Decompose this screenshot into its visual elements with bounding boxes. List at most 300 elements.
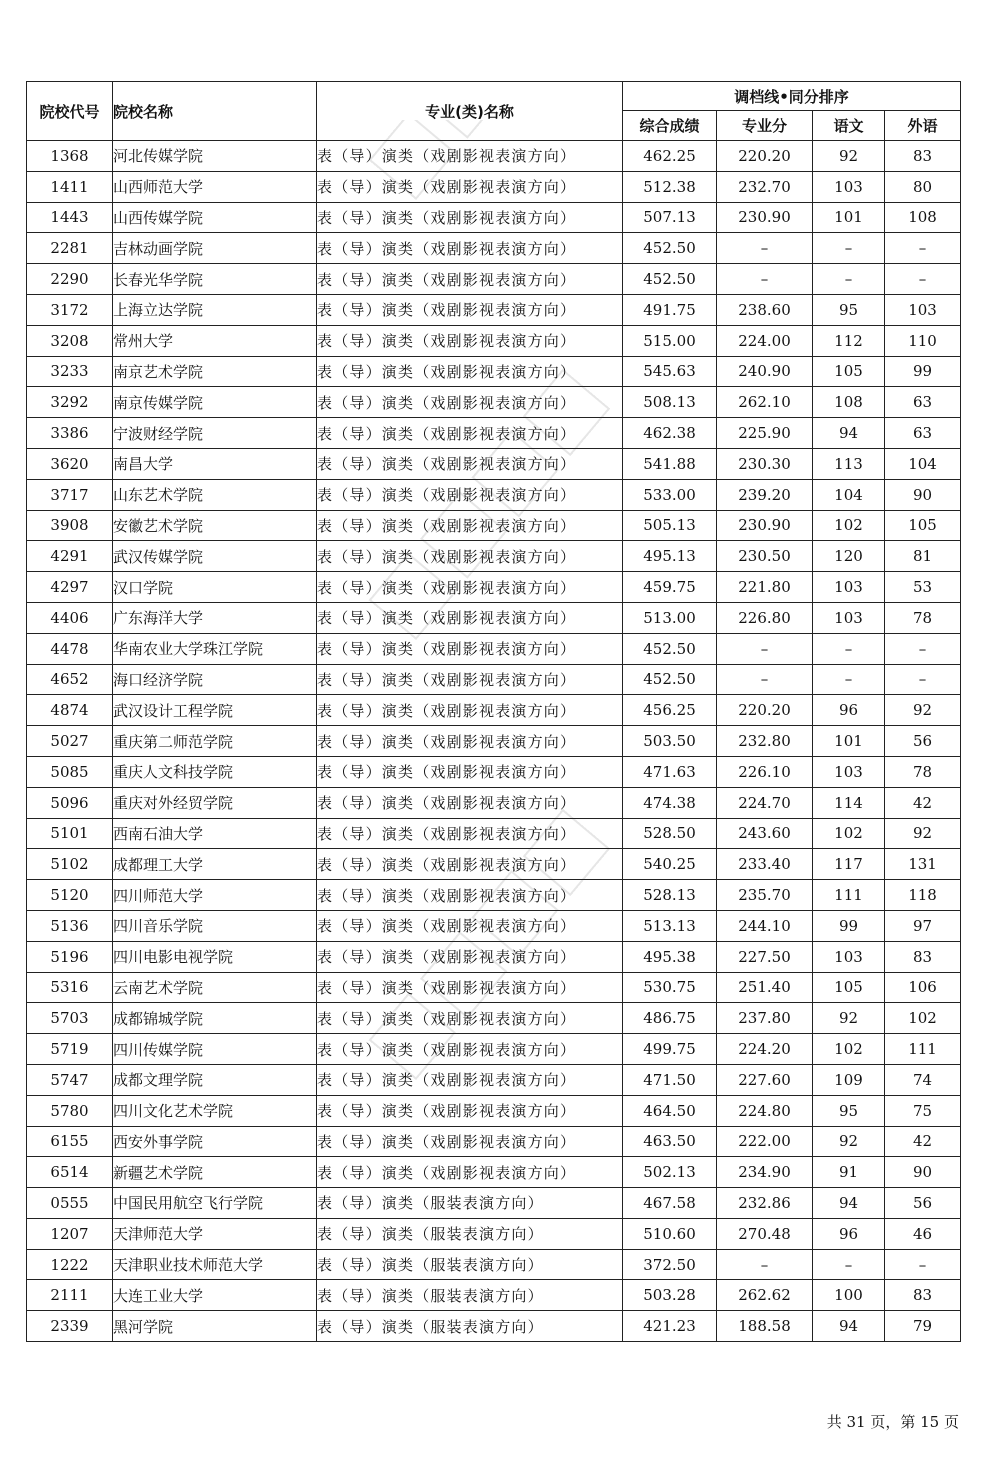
table-row (27, 787, 961, 818)
row-program: 表（导）演类（服装表演方向） (317, 1311, 623, 1342)
row-foreign: 80 (885, 171, 961, 202)
row-foreign: 105 (885, 510, 961, 541)
row-code: 1207 (27, 1218, 113, 1249)
table-row (27, 356, 961, 387)
row-code: 2111 (27, 1280, 113, 1311)
row-foreign: 75 (885, 1095, 961, 1126)
row-composite: 463.50 (623, 1126, 717, 1157)
row-chinese: 109 (813, 1064, 885, 1095)
row-school: 成都理工大学 (113, 849, 317, 880)
row-program: 表（导）演类（戏剧影视表演方向） (317, 264, 623, 295)
row-composite: 499.75 (623, 1034, 717, 1065)
table-row (27, 479, 961, 510)
row-school: 新疆艺术学院 (113, 1157, 317, 1188)
row-chinese: 94 (813, 1188, 885, 1219)
row-chinese: 117 (813, 849, 885, 880)
row-chinese: 103 (813, 572, 885, 603)
row-composite: 513.00 (623, 602, 717, 633)
row-chinese: 99 (813, 910, 885, 941)
row-program: 表（导）演类（服装表演方向） (317, 1188, 623, 1219)
page-number: 共 31 页，第 15 页 (826, 1413, 959, 1431)
row-major-score: – (717, 633, 813, 664)
header-program: 专业(类)名称 (317, 82, 623, 141)
row-major-score: 235.70 (717, 880, 813, 911)
row-composite: 372.50 (623, 1249, 717, 1280)
row-program: 表（导）演类（戏剧影视表演方向） (317, 356, 623, 387)
row-program: 表（导）演类（戏剧影视表演方向） (317, 602, 623, 633)
row-chinese: 120 (813, 541, 885, 572)
row-major-score: 262.62 (717, 1280, 813, 1311)
row-chinese: 103 (813, 171, 885, 202)
table-row (27, 1157, 961, 1188)
row-school: 天津职业技术师范大学 (113, 1249, 317, 1280)
row-major-score: 188.58 (717, 1311, 813, 1342)
table-row (27, 541, 961, 572)
row-foreign: – (885, 664, 961, 695)
table-row (27, 171, 961, 202)
row-code: 4406 (27, 602, 113, 633)
row-chinese: 100 (813, 1280, 885, 1311)
row-major-score: 237.80 (717, 1003, 813, 1034)
row-code: 5096 (27, 787, 113, 818)
row-composite: 507.13 (623, 202, 717, 233)
row-major-score: 239.20 (717, 479, 813, 510)
row-major-score: 222.00 (717, 1126, 813, 1157)
row-composite: 474.38 (623, 787, 717, 818)
row-school: 中国民用航空飞行学院 (113, 1188, 317, 1219)
row-chinese: 113 (813, 448, 885, 479)
table-row (27, 756, 961, 787)
row-code: 4874 (27, 695, 113, 726)
row-school: 广东海洋大学 (113, 602, 317, 633)
row-composite: 459.75 (623, 572, 717, 603)
row-chinese: 112 (813, 325, 885, 356)
row-chinese: – (813, 264, 885, 295)
row-school: 西南石油大学 (113, 818, 317, 849)
row-school: 大连工业大学 (113, 1280, 317, 1311)
row-school: 武汉设计工程学院 (113, 695, 317, 726)
row-program: 表（导）演类（戏剧影视表演方向） (317, 1095, 623, 1126)
row-composite: 528.50 (623, 818, 717, 849)
row-program: 表（导）演类（戏剧影视表演方向） (317, 972, 623, 1003)
row-foreign: 97 (885, 910, 961, 941)
row-major-score: – (717, 233, 813, 264)
table-row (27, 448, 961, 479)
row-foreign: 74 (885, 1064, 961, 1095)
row-school: 云南艺术学院 (113, 972, 317, 1003)
table-row (27, 1095, 961, 1126)
row-program: 表（导）演类（戏剧影视表演方向） (317, 756, 623, 787)
row-foreign: 106 (885, 972, 961, 1003)
row-code: 3172 (27, 294, 113, 325)
row-program: 表（导）演类（戏剧影视表演方向） (317, 572, 623, 603)
header-chinese: 语文 (813, 111, 885, 141)
row-code: 2281 (27, 233, 113, 264)
row-composite: 471.63 (623, 756, 717, 787)
row-code: 5136 (27, 910, 113, 941)
row-code: 5316 (27, 972, 113, 1003)
table-row (27, 418, 961, 449)
row-program: 表（导）演类（戏剧影视表演方向） (317, 325, 623, 356)
row-code: 2290 (27, 264, 113, 295)
row-school: 河北传媒学院 (113, 141, 317, 172)
row-code: 5196 (27, 941, 113, 972)
row-school: 宁波财经学院 (113, 418, 317, 449)
row-major-score: 221.80 (717, 572, 813, 603)
row-program: 表（导）演类（戏剧影视表演方向） (317, 448, 623, 479)
row-code: 3292 (27, 387, 113, 418)
row-code: 5027 (27, 726, 113, 757)
row-major-score: 230.30 (717, 448, 813, 479)
admission-table (26, 81, 961, 1342)
row-major-score: 262.10 (717, 387, 813, 418)
row-school: 海口经济学院 (113, 664, 317, 695)
row-code: 5102 (27, 849, 113, 880)
row-major-score: 230.90 (717, 202, 813, 233)
table-row (27, 1188, 961, 1219)
row-program: 表（导）演类（戏剧影视表演方向） (317, 910, 623, 941)
row-chinese: 92 (813, 1003, 885, 1034)
table-row (27, 1064, 961, 1095)
row-program: 表（导）演类（戏剧影视表演方向） (317, 941, 623, 972)
row-foreign: 102 (885, 1003, 961, 1034)
row-school: 吉林动画学院 (113, 233, 317, 264)
row-code: 1222 (27, 1249, 113, 1280)
row-major-score: 225.90 (717, 418, 813, 449)
row-composite: 508.13 (623, 387, 717, 418)
row-composite: 513.13 (623, 910, 717, 941)
row-major-score: 220.20 (717, 695, 813, 726)
row-school: 四川音乐学院 (113, 910, 317, 941)
row-foreign: 99 (885, 356, 961, 387)
row-code: 3717 (27, 479, 113, 510)
row-program: 表（导）演类（服装表演方向） (317, 1249, 623, 1280)
row-major-score: 226.10 (717, 756, 813, 787)
table-row (27, 387, 961, 418)
row-code: 6155 (27, 1126, 113, 1157)
row-composite: 503.28 (623, 1280, 717, 1311)
row-code: 4478 (27, 633, 113, 664)
header-code: 院校代号 (27, 82, 113, 141)
row-major-score: – (717, 1249, 813, 1280)
row-school: 南京传媒学院 (113, 387, 317, 418)
row-chinese: 92 (813, 141, 885, 172)
row-major-score: 224.70 (717, 787, 813, 818)
row-chinese: 103 (813, 941, 885, 972)
row-chinese: 102 (813, 818, 885, 849)
row-school: 上海立达学院 (113, 294, 317, 325)
row-composite: 495.13 (623, 541, 717, 572)
row-major-score: 232.70 (717, 171, 813, 202)
row-major-score: – (717, 264, 813, 295)
row-major-score: 226.80 (717, 602, 813, 633)
row-code: 6514 (27, 1157, 113, 1188)
row-code: 5101 (27, 818, 113, 849)
row-code: 3620 (27, 448, 113, 479)
row-composite: 502.13 (623, 1157, 717, 1188)
row-school: 汉口学院 (113, 572, 317, 603)
row-composite: 540.25 (623, 849, 717, 880)
table-row (27, 325, 961, 356)
row-foreign: 92 (885, 818, 961, 849)
row-chinese: – (813, 233, 885, 264)
row-code: 3908 (27, 510, 113, 541)
row-program: 表（导）演类（戏剧影视表演方向） (317, 664, 623, 695)
row-foreign: 108 (885, 202, 961, 233)
row-major-score: 224.00 (717, 325, 813, 356)
row-foreign: 42 (885, 1126, 961, 1157)
table-header (27, 82, 961, 141)
table-row (27, 264, 961, 295)
row-foreign: 83 (885, 141, 961, 172)
table-row (27, 1280, 961, 1311)
row-composite: 486.75 (623, 1003, 717, 1034)
row-composite: 467.58 (623, 1188, 717, 1219)
row-major-score: 227.60 (717, 1064, 813, 1095)
row-code: 3208 (27, 325, 113, 356)
row-major-score: 238.60 (717, 294, 813, 325)
row-program: 表（导）演类（服装表演方向） (317, 1280, 623, 1311)
row-major-score: 244.10 (717, 910, 813, 941)
row-program: 表（导）演类（戏剧影视表演方向） (317, 294, 623, 325)
row-chinese: 92 (813, 1126, 885, 1157)
row-chinese: 102 (813, 1034, 885, 1065)
row-school: 安徽艺术学院 (113, 510, 317, 541)
table-row (27, 572, 961, 603)
row-program: 表（导）演类（戏剧影视表演方向） (317, 202, 623, 233)
row-chinese: – (813, 1249, 885, 1280)
row-major-score: 234.90 (717, 1157, 813, 1188)
row-composite: 533.00 (623, 479, 717, 510)
row-program: 表（导）演类（戏剧影视表演方向） (317, 1126, 623, 1157)
header-foreign: 外语 (885, 111, 961, 141)
row-composite: 515.00 (623, 325, 717, 356)
row-composite: 464.50 (623, 1095, 717, 1126)
row-foreign: 56 (885, 1188, 961, 1219)
row-program: 表（导）演类（戏剧影视表演方向） (317, 1034, 623, 1065)
table-row (27, 664, 961, 695)
table-row (27, 633, 961, 664)
row-program: 表（导）演类（戏剧影视表演方向） (317, 479, 623, 510)
table-row (27, 726, 961, 757)
row-program: 表（导）演类（服装表演方向） (317, 1218, 623, 1249)
row-foreign: 103 (885, 294, 961, 325)
row-program: 表（导）演类（戏剧影视表演方向） (317, 818, 623, 849)
row-composite: 462.38 (623, 418, 717, 449)
row-school: 四川文化艺术学院 (113, 1095, 317, 1126)
row-foreign: 131 (885, 849, 961, 880)
row-chinese: 96 (813, 1218, 885, 1249)
row-chinese: 96 (813, 695, 885, 726)
row-foreign: 92 (885, 695, 961, 726)
row-major-score: – (717, 664, 813, 695)
row-composite: 452.50 (623, 633, 717, 664)
table-row (27, 910, 961, 941)
table-row (27, 1311, 961, 1342)
row-foreign: 90 (885, 1157, 961, 1188)
row-program: 表（导）演类（戏剧影视表演方向） (317, 695, 623, 726)
row-school: 南昌大学 (113, 448, 317, 479)
row-foreign: 78 (885, 756, 961, 787)
table-row (27, 849, 961, 880)
row-foreign: 63 (885, 418, 961, 449)
row-school: 成都锦城学院 (113, 1003, 317, 1034)
row-chinese: 101 (813, 726, 885, 757)
row-program: 表（导）演类（戏剧影视表演方向） (317, 171, 623, 202)
row-major-score: 220.20 (717, 141, 813, 172)
row-school: 四川传媒学院 (113, 1034, 317, 1065)
row-school: 黑河学院 (113, 1311, 317, 1342)
table-row (27, 972, 961, 1003)
row-program: 表（导）演类（戏剧影视表演方向） (317, 387, 623, 418)
row-code: 2339 (27, 1311, 113, 1342)
table-row (27, 1249, 961, 1280)
row-chinese: 91 (813, 1157, 885, 1188)
row-composite: 530.75 (623, 972, 717, 1003)
row-chinese: 108 (813, 387, 885, 418)
row-foreign: 78 (885, 602, 961, 633)
row-foreign: – (885, 1249, 961, 1280)
row-school: 重庆对外经贸学院 (113, 787, 317, 818)
row-code: 1443 (27, 202, 113, 233)
row-school: 山东艺术学院 (113, 479, 317, 510)
row-school: 山西师范大学 (113, 171, 317, 202)
header-school: 院校名称 (113, 82, 317, 141)
row-program: 表（导）演类（戏剧影视表演方向） (317, 141, 623, 172)
row-composite: 491.75 (623, 294, 717, 325)
row-composite: 503.50 (623, 726, 717, 757)
row-foreign: – (885, 633, 961, 664)
header-major-score: 专业分 (717, 111, 813, 141)
row-composite: 512.38 (623, 171, 717, 202)
row-composite: 545.63 (623, 356, 717, 387)
row-school: 成都文理学院 (113, 1064, 317, 1095)
row-code: 1368 (27, 141, 113, 172)
row-foreign: 53 (885, 572, 961, 603)
row-code: 3386 (27, 418, 113, 449)
table-row (27, 1034, 961, 1065)
table-row (27, 202, 961, 233)
row-composite: 505.13 (623, 510, 717, 541)
row-composite: 456.25 (623, 695, 717, 726)
row-code: 5747 (27, 1064, 113, 1095)
row-chinese: 114 (813, 787, 885, 818)
row-composite: 452.50 (623, 233, 717, 264)
row-school: 四川师范大学 (113, 880, 317, 911)
row-foreign: 118 (885, 880, 961, 911)
row-program: 表（导）演类（戏剧影视表演方向） (317, 787, 623, 818)
row-foreign: 110 (885, 325, 961, 356)
row-school: 常州大学 (113, 325, 317, 356)
row-foreign: 111 (885, 1034, 961, 1065)
row-chinese: 102 (813, 510, 885, 541)
row-major-score: 232.80 (717, 726, 813, 757)
row-foreign: 83 (885, 1280, 961, 1311)
row-program: 表（导）演类（戏剧影视表演方向） (317, 510, 623, 541)
row-code: 0555 (27, 1188, 113, 1219)
row-code: 3233 (27, 356, 113, 387)
row-code: 4297 (27, 572, 113, 603)
row-chinese: 94 (813, 418, 885, 449)
row-major-score: 240.90 (717, 356, 813, 387)
table-row (27, 818, 961, 849)
row-composite: 510.60 (623, 1218, 717, 1249)
row-school: 南京艺术学院 (113, 356, 317, 387)
row-chinese: 103 (813, 602, 885, 633)
row-foreign: – (885, 233, 961, 264)
row-school: 华南农业大学珠江学院 (113, 633, 317, 664)
row-code: 5780 (27, 1095, 113, 1126)
row-code: 5085 (27, 756, 113, 787)
row-foreign: 104 (885, 448, 961, 479)
table-row (27, 941, 961, 972)
table-body (27, 141, 961, 1342)
row-major-score: 233.40 (717, 849, 813, 880)
row-code: 5719 (27, 1034, 113, 1065)
row-major-score: 230.50 (717, 541, 813, 572)
row-chinese: 104 (813, 479, 885, 510)
row-code: 4291 (27, 541, 113, 572)
row-school: 天津师范大学 (113, 1218, 317, 1249)
table-row (27, 1218, 961, 1249)
row-composite: 421.23 (623, 1311, 717, 1342)
row-school: 西安外事学院 (113, 1126, 317, 1157)
row-program: 表（导）演类（戏剧影视表演方向） (317, 541, 623, 572)
row-foreign: 81 (885, 541, 961, 572)
row-school: 武汉传媒学院 (113, 541, 317, 572)
table-row (27, 695, 961, 726)
row-major-score: 243.60 (717, 818, 813, 849)
row-program: 表（导）演类（戏剧影视表演方向） (317, 849, 623, 880)
row-code: 1411 (27, 171, 113, 202)
row-composite: 495.38 (623, 941, 717, 972)
row-program: 表（导）演类（戏剧影视表演方向） (317, 1064, 623, 1095)
table-row (27, 1126, 961, 1157)
row-foreign: 42 (885, 787, 961, 818)
row-code: 5703 (27, 1003, 113, 1034)
row-foreign: 79 (885, 1311, 961, 1342)
row-composite: 528.13 (623, 880, 717, 911)
row-program: 表（导）演类（戏剧影视表演方向） (317, 726, 623, 757)
row-foreign: 46 (885, 1218, 961, 1249)
row-school: 四川电影电视学院 (113, 941, 317, 972)
row-program: 表（导）演类（戏剧影视表演方向） (317, 633, 623, 664)
row-composite: 452.50 (623, 264, 717, 295)
table-row (27, 602, 961, 633)
row-chinese: 105 (813, 356, 885, 387)
row-foreign: – (885, 264, 961, 295)
row-chinese: 95 (813, 1095, 885, 1126)
row-school: 重庆人文科技学院 (113, 756, 317, 787)
table-row (27, 233, 961, 264)
row-major-score: 270.48 (717, 1218, 813, 1249)
row-major-score: 251.40 (717, 972, 813, 1003)
row-composite: 452.50 (623, 664, 717, 695)
row-chinese: – (813, 633, 885, 664)
row-school: 山西传媒学院 (113, 202, 317, 233)
table-row (27, 510, 961, 541)
row-foreign: 83 (885, 941, 961, 972)
row-program: 表（导）演类（戏剧影视表演方向） (317, 233, 623, 264)
row-chinese: 103 (813, 756, 885, 787)
row-major-score: 224.20 (717, 1034, 813, 1065)
row-foreign: 56 (885, 726, 961, 757)
table-row (27, 880, 961, 911)
row-school: 重庆第二师范学院 (113, 726, 317, 757)
row-code: 4652 (27, 664, 113, 695)
row-code: 5120 (27, 880, 113, 911)
row-composite: 462.25 (623, 141, 717, 172)
